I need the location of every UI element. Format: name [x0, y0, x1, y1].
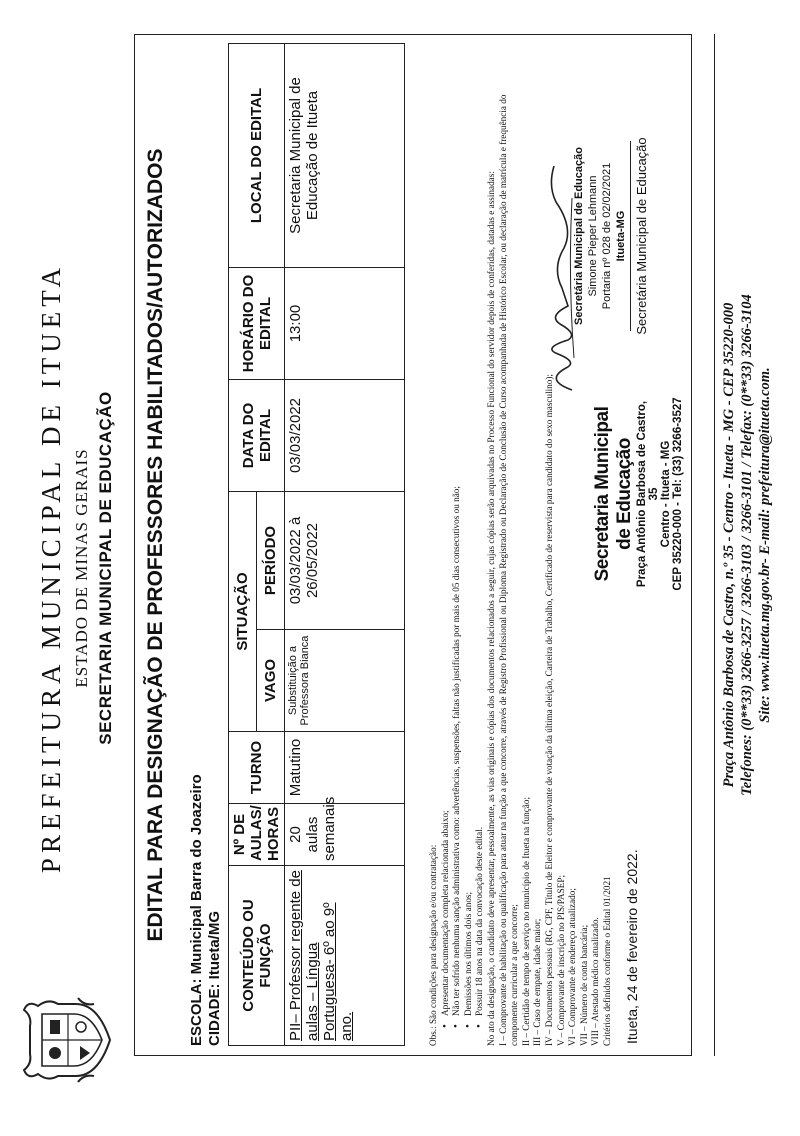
obs-condition-3: • Demissões nos últimos dois anos;	[463, 56, 475, 1046]
obs-condition-4: • Possuir 18 anos na data da convocação deste edital.	[474, 56, 486, 1046]
cell-horario: 13:00	[285, 268, 405, 380]
cell-local: Secretaria Municipal de Educação de Itueta	[285, 44, 405, 268]
col-header-situacao: SITUAÇÃO	[229, 492, 257, 732]
designation-table	[228, 43, 405, 1046]
footer-address: Praça Antônio Barbosa de Castro, n.º 35 - Centro - Itueta - MG - CEP 35220-000	[721, 302, 737, 788]
signer-name: Simone Pieper Lehmann	[587, 175, 599, 297]
cell-conteudo-text: PII– Professor regente de aulas – Língua Portuguesa-	[287, 870, 338, 1041]
footer-block	[720, 34, 774, 1056]
footer-site-email: Site: www.itueta.mg.gov.br- E-mail: prefeitura@itueta.com.	[757, 367, 773, 723]
col-header-conteudo: CONTEÚDO OU FUNÇÃO	[229, 866, 285, 1046]
stamp-line-2: Praça Antônio Barbosa de Castro, 35	[636, 400, 660, 588]
signer-city: Itueta-MG	[615, 210, 627, 262]
obs-item-v: V – Comprovante de inscrição no PIS/PASEP;	[555, 875, 566, 1046]
cidade-line: CIDADE: Itueta/MG	[206, 911, 223, 1046]
header-secretaria: SECRETARIA MUNICIPAL DE EDUCAÇÃO	[96, 391, 115, 745]
obs-paragraph: No ato da designação, o candidato deve apresentar, pessoalmente, as vias originais e cópias dos documentos relacionados a seguir, cujas cópias serão arquivadas no Processo Funcional do servidor depois de conferidas, datadas e assinadas:	[485, 171, 496, 1046]
signer-block	[572, 106, 649, 366]
obs-item-iii: III – Caso de empate, idade maior;	[532, 918, 543, 1046]
escola-line: ESCOLA: Municipal Barra do Joazeiro	[188, 774, 205, 1046]
col-header-periodo: PERÍODO	[257, 492, 285, 630]
footer-phones: Telefones: (0**33) 3266-3257 / 3266-3103 / 3266-3101 / Telefax: (0**33) 3266-3104	[739, 294, 755, 796]
obs-item-vii: VII – Número de conta bancária;	[578, 924, 589, 1046]
obs-criteria: Critérios definidos conforme o Edital 01/2021	[601, 876, 612, 1046]
cell-turno: Matutino	[285, 732, 405, 804]
obs-item-i: I – Comprovante de habilitação ou qualificação para atuar na função a que concorre, através de Registro Profissional ou Diploma Registrado ou Declaração de Conclusão de Curso acompanhada de Histórico Escolar, ou declaração de matrícula e frequência do componente curricular a que concorre;	[497, 94, 520, 1046]
header-estado: ESTADO DE MINAS GERAIS	[72, 448, 91, 688]
obs-condition-2: • Não ter sofrido nenhuma sanção administrativa como: advertências, suspensões, faltas não justificadas por mais de 05 dias consecutivos ou não;	[451, 56, 463, 1046]
signer-stamp-title: Secretária Municipal de Educação	[573, 147, 585, 325]
cell-conteudo	[285, 866, 405, 1046]
obs-item-ii: II – Certidão de tempo de serviço no município de Itueta na função;	[520, 796, 531, 1046]
col-header-local: LOCAL DO EDITAL	[229, 44, 285, 268]
obs-item-iv: IV – Documentos pessoais (RG, CPF, Título de Eleitor e comprovante de votação da última eleição, Carteira de Trabalho, Certificado de reservista para candidato do sexo masculino);	[543, 374, 554, 1046]
col-header-aulas: Nº DE AULAS/ HORAS	[229, 804, 285, 866]
obs-condition-1: • Apresentar documentação completa relacionada abaixo;	[440, 56, 452, 1046]
stamp-line-3: Centro - Itueta - MG	[660, 440, 672, 548]
stamp-line-4: CEP 35220-000 - Tel: (33) 3266-3527	[672, 397, 684, 591]
cell-periodo: 03/03/2022 à 26/05/2022	[285, 492, 405, 630]
cell-aulas: 20 aulas semanais	[285, 804, 405, 866]
cell-vago: Substituição a Professora Bianca	[285, 630, 405, 732]
signature-line	[630, 141, 631, 331]
cell-conteudo-serie: 6º ao 9º ano.	[321, 902, 355, 1041]
col-header-horario: HORÁRIO DO EDITAL	[229, 268, 285, 380]
header-prefeitura: PREFEITURA MUNICIPAL DE ITUETA	[36, 262, 66, 874]
document-title: EDITAL PARA DESIGNAÇÃO DE PROFESSORES HABILITADOS/AUTORIZADOS	[144, 148, 167, 942]
secretaria-stamp	[592, 394, 684, 594]
footer-divider	[714, 34, 715, 1056]
obs-item-vi: VI – Comprovante de endereço atualizado;	[567, 888, 578, 1046]
col-header-turno: TURNO	[229, 732, 285, 804]
obs-item-viii: VIII – Atestado médico atualizado.	[590, 917, 601, 1046]
stamp-line-1: Secretaria Municipal de Educação	[592, 406, 635, 582]
date-line: Itueta, 24 de fevereiro de 2022.	[624, 849, 640, 1044]
signer-portaria: Portaria nº 028 de 02/02/2021	[601, 162, 613, 310]
table-row	[285, 44, 405, 1046]
cell-data: 03/03/2022	[285, 380, 405, 492]
signer-role: Secretária Municipal de Educação	[634, 137, 649, 335]
col-header-data: DATA DO EDITAL	[229, 380, 285, 492]
obs-intro: Obs.: São condições para designação e/ou contratação:	[428, 844, 438, 1046]
col-header-vago: VAGO	[257, 630, 285, 732]
